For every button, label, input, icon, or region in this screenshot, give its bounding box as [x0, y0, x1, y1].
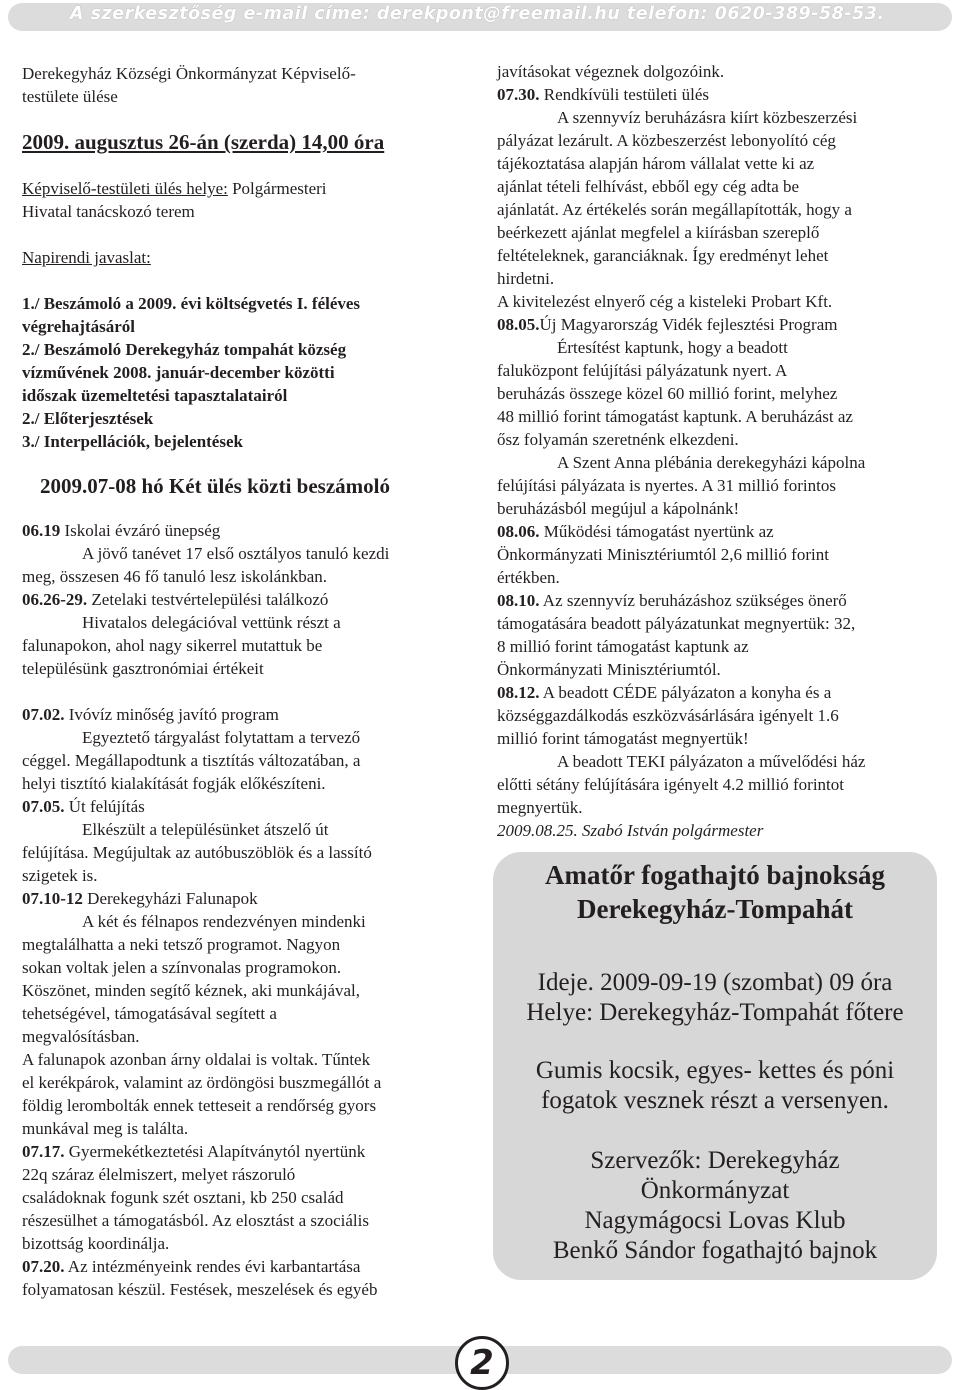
- entry-text: szigetek is.: [22, 866, 98, 885]
- entry-text: feltételeknek, garanciáknak. Így eredményt lehet: [497, 246, 829, 265]
- entry-text: A két és félnapos rendezvényen mindenki: [82, 912, 366, 931]
- entry-heading: 07.17. Gyermekétkeztetési Alapítványtól nyertünk: [22, 1142, 366, 1161]
- entry-heading: 06.19 Iskolai évzáró ünepség: [22, 521, 221, 540]
- right-column: [497, 60, 937, 842]
- event-description: Gumis kocsik, egyes- kettes és póni: [535, 1057, 895, 1084]
- entry-text: pályázat lezárult. A közbeszerzést lebonyolító cég: [497, 131, 836, 150]
- entry-text: településünk gasztronómiai értékeit: [22, 659, 264, 678]
- page-number-badge: [455, 1336, 509, 1390]
- entry-text: előtti sétány felújítására igényelt 4.2 millió forintot: [497, 775, 844, 794]
- event-title: Amatőr fogathajtó bajnokság: [544, 860, 885, 890]
- entry-text: 22q száraz élelmiszert, melyet rászoruló: [22, 1165, 296, 1184]
- entry-text: A beadott TEKI pályázaton a művelődési ház: [557, 752, 866, 771]
- agenda-item: 2./ Előterjesztések: [22, 409, 154, 428]
- entry-text: hirdetni.: [497, 269, 555, 288]
- entry-text: helyi tisztító kialakítását fogják előkészíteni.: [22, 774, 326, 793]
- report-title: 2009.07-08 hó Két ülés közti beszámoló: [40, 474, 390, 498]
- entry-text: 8 millió forint támogatást kaptunk az: [497, 637, 749, 656]
- entry-text: 48 millió forint támogatást kaptunk. A beruházást az: [497, 407, 853, 426]
- entry-text: faluközpont felújítási pályázatunk nyert. A: [497, 361, 788, 380]
- entry-heading: 08.06. Működési támogatást nyertünk az: [497, 522, 774, 541]
- agenda-label: Napirendi javaslat:: [22, 248, 151, 267]
- entry-text: községgazdálkodás eszközvásárlására igényelt 1.6: [497, 706, 839, 725]
- event-date: Ideje. 2009-09-19 (szombat) 09 óra: [537, 969, 893, 996]
- entry-text: millió forint támogatást megnyertük!: [497, 729, 749, 748]
- entry-heading: 07.05. Út felújítás: [22, 797, 145, 816]
- event-organizer: Önkormányzat: [640, 1177, 790, 1204]
- entry-text: részesülhet a támogatásból. Az elosztást a szociális: [22, 1211, 369, 1230]
- entry-text: Hivatalos delegációval vettünk részt a: [82, 613, 341, 632]
- venue-line-cont: Hivatal tanácskozó terem: [22, 202, 195, 221]
- agenda-item: vízművének 2008. január-december közötti: [22, 363, 335, 382]
- entry-heading: 06.26-29. Zetelaki testvértelepülési találkozó: [22, 590, 329, 609]
- entry-heading: 07.30. Rendkívüli testületi ülés: [497, 85, 710, 104]
- agenda-item: 1./ Beszámoló a 2009. évi költségvetés I. féléves: [22, 294, 361, 313]
- event-title-cont: Derekegyház-Tompahát: [577, 894, 853, 924]
- entry-text: tehetségével, támogatásával segített a: [22, 1004, 277, 1023]
- meeting-heading: Derekegyház Községi Önkormányzat Képviselő-: [22, 64, 356, 83]
- entry-text: támogatására beadott pályázatunkat megnyertük: 32,: [497, 614, 856, 633]
- entry-text: felújítási pályázata is nyertes. A 31 millió forintos: [497, 476, 836, 495]
- event-place: Helye: Derekegyház-Tompahát főtere: [526, 999, 904, 1026]
- entry-text: megtalálhatta a neki tetsző programot. Nagyon: [22, 935, 341, 954]
- entry-text: folyamatosan készül. Festések, meszelések és egyéb: [22, 1280, 378, 1299]
- entry-heading: 07.10-12 Derekegyházi Falunapok: [22, 889, 258, 908]
- entry-text: javításokat végeznek dolgozóink.: [497, 62, 725, 81]
- entry-text: családoknak fogunk szét osztani, kb 250 család: [22, 1188, 344, 1207]
- entry-text: ajánlatát. Az értékelés során megállapították, hogy a: [497, 200, 852, 219]
- entry-text: Egyeztető tárgyalást folytattam a tervező: [82, 728, 361, 747]
- event-description-cont: fogatok vesznek részt a versenyen.: [541, 1087, 889, 1114]
- entry-text: A kivitelezést elnyerő cég a kisteleki Probart Kft.: [497, 292, 833, 311]
- meeting-date: 2009. augusztus 26-án (szerda) 14,00 óra: [22, 130, 385, 154]
- contact-line: A szerkesztőség e-mail címe: derekpont@freemail.hu telefon: 0620-389-58-53.: [70, 4, 885, 24]
- entry-text: A jövő tanévet 17 első osztályos tanuló kezdi: [82, 544, 390, 563]
- entry-text: Köszönet, minden segítő kéznek, aki munkájával,: [22, 981, 361, 1000]
- entry-text: falunapokon, ahol nagy sikerrel mutattuk be: [22, 636, 323, 655]
- entry-text: bizottság koordinálja.: [22, 1234, 170, 1253]
- entry-text: A Szent Anna plébánia derekegyházi kápolna: [557, 453, 866, 472]
- entry-heading: 07.02. Ivóvíz minőség javító program: [22, 705, 279, 724]
- entry-text: beérkezett ajánlat megfelel a kiírásban szereplő: [497, 223, 820, 242]
- left-column: [22, 62, 462, 1301]
- entry-text: megvalósításban.: [22, 1027, 140, 1046]
- entry-text: beruházás összege közel 60 millió forint, melyhez: [497, 384, 838, 403]
- page-number: 2: [470, 1343, 494, 1383]
- entry-heading: 07.20. Az intézményeink rendes évi karbantartása: [22, 1257, 361, 1276]
- entry-text: beruházásból megújul a kápolnánk!: [497, 499, 740, 518]
- entry-text: tájékoztatása alapján három vállalat vette ki az: [497, 154, 815, 173]
- event-organizer: Nagymágocsi Lovas Klub: [584, 1207, 846, 1234]
- entry-text: Elkészült a településünket átszelő út: [82, 820, 329, 839]
- entry-heading: 08.05.Új Magyarország Vidék fejlesztési Program: [497, 315, 838, 334]
- entry-text: A falunapok azonban árny oldalai is voltak. Tűntek: [22, 1050, 371, 1069]
- entry-text: el kerékpárok, valamint az ördöngösi buszmegállót a: [22, 1073, 382, 1092]
- event-organizer: Benkő Sándor fogathajtó bajnok: [552, 1237, 878, 1264]
- entry-text: értékben.: [497, 568, 560, 587]
- signature: 2009.08.25. Szabó István polgármester: [497, 821, 764, 840]
- entry-heading: 08.12. A beadott CÉDE pályázaton a konyha és a: [497, 683, 832, 702]
- entry-text: munkával meg is találta.: [22, 1119, 189, 1138]
- event-organizers: Szervezők: Derekegyház: [590, 1147, 840, 1174]
- entry-heading: 08.10. Az szennyvíz beruházáshoz szükséges önerő: [497, 591, 847, 610]
- entry-text: megnyertük.: [497, 798, 583, 817]
- meeting-heading-cont: testülete ülése: [22, 87, 118, 106]
- entry-text: Önkormányzati Minisztériumtól 2,6 millió forint: [497, 545, 829, 564]
- agenda-item: 2./ Beszámoló Derekegyház tompahát község: [22, 340, 347, 359]
- entry-text: sokan voltak jelen a színvonalas programokon.: [22, 958, 342, 977]
- entry-text: földig lerombolták ennek tetteseit a rendőrség gyors: [22, 1096, 377, 1115]
- agenda-item: végrehajtásáról: [22, 317, 135, 336]
- agenda-item: időszak üzemeltetési tapasztalatairól: [22, 386, 288, 405]
- agenda-list: [22, 292, 462, 453]
- entry-text: céggel. Megállapodtunk a tisztítás változatában, a: [22, 751, 361, 770]
- agenda-item: 3./ Interpellációk, bejelentések: [22, 432, 243, 451]
- entry-text: Értesítést kaptunk, hogy a beadott: [557, 338, 788, 357]
- entry-text: ajánlat tételi felhívást, ebből egy cég adta be: [497, 177, 800, 196]
- event-announcement-box: [493, 852, 937, 1280]
- entry-text: meg, összesen 46 fő tanuló lesz iskolánkban.: [22, 567, 327, 586]
- entry-text: A szennyvíz beruházásra kiírt közbeszerzési: [557, 108, 858, 127]
- entry-text: felújítása. Megújultak az autóbuszöblök és a lassító: [22, 843, 372, 862]
- entry-text: Önkormányzati Minisztériumtól.: [497, 660, 721, 679]
- venue-line: Képviselő-testületi ülés helye: Polgármesteri: [22, 179, 327, 198]
- entry-text: ősz folyamán szeretnénk elkezdeni.: [497, 430, 739, 449]
